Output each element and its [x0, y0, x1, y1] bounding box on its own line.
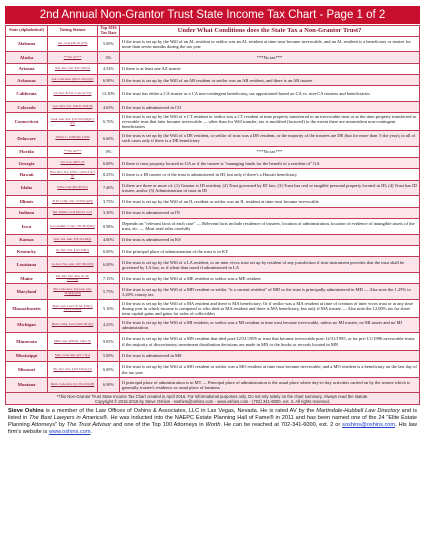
footnote-line-1: *This Non-Grantor Trust State Income Tax Chart created in April 2016. For informational purposes only. Do not rely solely on the chart summary. Always read the statute.: [56, 394, 369, 400]
rate-cell: 0%: [98, 146, 120, 157]
state-cell: Illinois: [6, 196, 48, 207]
state-cell: Georgia: [6, 157, 48, 168]
header-state: State (alphabetical): [6, 26, 48, 37]
bio-text: . He can be reached at 702-341-6000, ext. 2 or: [220, 421, 343, 428]
table-body: [6, 36, 420, 393]
table-row: [6, 257, 420, 273]
rate-cell: 8.98%: [98, 219, 120, 235]
table-header-row: [6, 26, 420, 37]
state-cell: Arkansas: [6, 74, 48, 85]
state-cell: Minnesota: [6, 333, 48, 351]
conditions-cell: If the trust has either a CA trustee or a CA non-contingent beneficiary, tax apportioned based on CA vs. non-CA trustees and beneficiaries: [120, 86, 420, 102]
bio-publication: Martindale-Hubbell Law Directory: [316, 408, 400, 415]
statute-cell: Kan. Stat. Ann. §79-32,109(d): [48, 234, 98, 245]
state-cell: Hawaii: [6, 169, 48, 180]
statute-cell: Haw. Rev. Stat. §235-1; §235-2.3(c)(1): [48, 169, 98, 180]
email-link[interactable]: soshins@oshins.com: [342, 421, 396, 428]
table-row: [6, 86, 420, 102]
conditions-cell: If the trust is set up by the Will of a MA resident and there is MA beneficiary; Or if settlor was a MA resident at time of creation of inter vivos trust or at any time during year in which income is computed or who died as MA resident and there is MA beneficiary, but only if MA trustee — Also note the 12.00% tax for short-term capital gains and gains for sales of collectibles: [120, 300, 420, 318]
table-row: [6, 350, 420, 361]
page-title: 2nd Annual Non-Grantor Trust State Income Tax Chart - Page 1 of 2: [5, 6, 420, 24]
statute-cell: Ariz. Rev. Stat. §43-1301(5): [48, 63, 98, 74]
table-row: [6, 234, 420, 245]
state-cell: Montana: [6, 377, 48, 393]
rate-cell: 5.00%: [98, 350, 120, 361]
rate-cell: 8.25%: [98, 169, 120, 180]
bio-text: and is listed in: [8, 408, 417, 422]
rate-cell: 6.90%: [98, 377, 120, 393]
statute-cell: Md. Code Ann., Tax-Gen. §10-101(k)(1)(iii): [48, 284, 98, 300]
statute-cell: Mich. Comp. Laws §206.18(1)(c): [48, 317, 98, 333]
state-cell: Idaho: [6, 180, 48, 196]
rate-cell: 6.00%: [98, 362, 120, 378]
table-row: [6, 169, 420, 180]
table-row: [6, 157, 420, 168]
table-row: [6, 377, 420, 393]
table-row: [6, 333, 420, 351]
statute-cell: Me. Rev. Stat. Ann. tit. 36, §5102(4): [48, 273, 98, 284]
statute-cell: Mo. Rev. Stat. §143.331(2)-(3): [48, 362, 98, 378]
table-row: [6, 36, 420, 52]
conditions-cell: If the trust is set up by the Will of an AR resident or settlor was an AR resident, and there is an AR trustee: [120, 74, 420, 85]
state-cell: Michigan: [6, 317, 48, 333]
statute-cell: O.C.G.A. §48-7-22: [48, 157, 98, 168]
conditions-cell: Depends on "relevant facts of each case" — Relevant facts include residence of trustees, location of administration, location of evidence of intangible assets of the trust, etc. — Must read rules carefully: [120, 219, 420, 235]
conditions-cell: If the trust is set up by the Will of a MI resident; or settlor was a MI resident at time trust became irrevocable, unless no MI trustee, no MI assets and no MI administration: [120, 317, 420, 333]
rate-cell: 5.10%: [98, 300, 120, 318]
rate-cell: 6.00%: [98, 157, 120, 168]
state-cell: Maryland: [6, 284, 48, 300]
statute-cell: Minn. Stat. §290.01, Subd. 7b: [48, 333, 98, 351]
statute-cell: Ind. Admin. Code §45-3.1-1-12: [48, 207, 98, 218]
table-row: [6, 74, 420, 85]
rate-cell: 6.00%: [98, 257, 120, 273]
table-row: [6, 113, 420, 131]
statute-cell: ***No tax***: [48, 146, 98, 157]
bio-name: Steve Oshins: [8, 408, 44, 415]
state-cell: Indiana: [6, 207, 48, 218]
rate-cell: 4.54%: [98, 63, 120, 74]
header-rate: Top 2016 Tax Rate: [98, 26, 120, 37]
conditions-cell: If there is at least one AZ trustee: [120, 63, 420, 74]
conditions-cell: If the trust is set up by the Will of a ME resident or settlor was a ME resident: [120, 273, 420, 284]
conditions-cell: If there is a HI trustee or if the trust is administered in HI, but only if there's a Hawaii beneficiary: [120, 169, 420, 180]
conditions-cell: If there are three or more of: (1) Grantor is ID resident; (2) Trust governed by ID law; (3) Trust has real or tangible personal property located in ID; (4) Trust has ID trustee; and/or (5) Administration of trust in ID: [120, 180, 420, 196]
conditions-cell: If the trust is set up by the Will of a CT resident or settlor was a CT resident at time property transferred to an irrevocable trust or at the time property transferred to revocable trust that later became irrevocable — other than for Will transfer, tax is modified (factored) to the extent there are nonresident non-contingent beneficiaries: [120, 113, 420, 131]
state-cell: Alabama: [6, 36, 48, 52]
footnote: [5, 393, 420, 405]
table-row: [6, 284, 420, 300]
conditions-cell: If the trust is set up by the Will of a MD resident or settlor "is a current resident" of MD or the trust is principally administered in MD — Also note the 1.25% to 3.20% county tax: [120, 284, 420, 300]
rate-cell: 5.75%: [98, 284, 120, 300]
table-row: [6, 300, 420, 318]
state-cell: Kentucky: [6, 246, 48, 257]
state-cell: Delaware: [6, 130, 48, 146]
conditions-cell: If the trust is set up by the Will of a MO resident or settlor was a MO resident at time trust became irrevocable, and a MO resident is a beneficiary on the last day of the tax year: [120, 362, 420, 378]
rate-cell: 7.15%: [98, 273, 120, 284]
statute-cell: Ark. Code Ann. §26-51-201(a)(2): [48, 74, 98, 85]
statute-cell: Cal. Rev. & Tax. Code §17742: [48, 86, 98, 102]
conditions-cell: If the trust is set up by the Will of an AL resident or settlor was an AL resident at time trust became irrevocable, and an AL resident is a beneficiary or trustee for more than seven months during the tax year: [120, 36, 420, 52]
bio-text: .: [90, 428, 93, 435]
table-row: [6, 63, 420, 74]
rate-cell: 4.60%: [98, 234, 120, 245]
table-row: [6, 317, 420, 333]
table-row: [6, 130, 420, 146]
rate-cell: 6.60%: [98, 130, 120, 146]
statute-cell: La. Rev. Stat. Ann. §47:300.10(3): [48, 257, 98, 273]
table-row: [6, 273, 420, 284]
rate-cell: 9.85%: [98, 333, 120, 351]
state-cell: Missouri: [6, 362, 48, 378]
bio-publication: Worth: [205, 421, 221, 428]
table-row: [6, 52, 420, 63]
statute-cell: Iowa Admin. Code r. 701-89.3(422): [48, 219, 98, 235]
statute-cell: Idaho Code §63-3015(2): [48, 180, 98, 196]
table-row: [6, 101, 420, 112]
rate-cell: 3.75%: [98, 196, 120, 207]
conditions-cell: If the trust is administered in CO: [120, 101, 420, 112]
header-conditions: Under What Conditions does the State Tax a Non-Grantor Trust?: [120, 26, 420, 37]
header-statute: Taxing Statute: [48, 26, 98, 37]
bio-text: is a member of the Law Offices of Oshins & Associates, LLC in Las Vegas, Nevada. He is rated AV by the: [43, 408, 317, 415]
rate-cell: 4.63%: [98, 101, 120, 112]
website-link[interactable]: www.oshins.com: [48, 428, 91, 435]
rate-cell: 5.00%: [98, 36, 120, 52]
conditions-cell: ***No tax***: [120, 52, 420, 63]
bio-text: . His law firm's website is: [8, 421, 417, 435]
conditions-cell: If the trust is set up by the Will of an IL resident or settlor was an IL resident at time trust became irrevocable: [120, 196, 420, 207]
conditions-cell: If the trust is administered in KS: [120, 234, 420, 245]
state-cell: Louisiana: [6, 257, 48, 273]
conditions-cell: If the trust is administered in IN: [120, 207, 420, 218]
bio-text: . He was inducted into the NAEPC Estate Planning Hall of Fame® in 2011 and has been named one of the 24 "Elite Estate Planning Attorneys" by: [8, 415, 417, 428]
state-cell: Florida: [6, 146, 48, 157]
statute-cell: Conn. Gen. Stat. §12-701(a)(4)(C)-(D): [48, 113, 98, 131]
state-cell: Arizona: [6, 63, 48, 74]
state-cell: Colorado: [6, 101, 48, 112]
conditions-cell: If the trust is administered in MS: [120, 350, 420, 361]
statute-cell: Ala. Code §40-18-1(33): [48, 36, 98, 52]
conditions-cell: If the principal place of administration of the trust is in KY: [120, 246, 420, 257]
statute-cell: Mont. Code Ann. §15-30-2101(28): [48, 377, 98, 393]
table-row: [6, 246, 420, 257]
rate-cell: 13.30%: [98, 86, 120, 102]
state-cell: Massachusetts: [6, 300, 48, 318]
rate-cell: 0%: [98, 52, 120, 63]
state-cell: Connecticut: [6, 113, 48, 131]
conditions-cell: If the trust is set up by the Will of a LA resident, or an inter vivos trust set up by resident of any jurisdiction if trust instrument provides that the trust shall be governed by LA law, or if silent than taxed if administered in LA: [120, 257, 420, 273]
footnote-line-2: Copyright © 2015-2016 by Steve Oshins - soshins@oshins.com - www.oshins.com - (702) 341-6000, ext. 2. All rights reserved.: [95, 399, 330, 405]
rate-cell: 4.25%: [98, 317, 120, 333]
tax-chart-table: [5, 25, 420, 393]
table-row: [6, 196, 420, 207]
state-cell: Alaska: [6, 52, 48, 63]
conditions-cell: ***No tax***: [120, 146, 420, 157]
statute-cell: ***No tax***: [48, 52, 98, 63]
conditions-cell: If the trust is set up by the Will of a DE resident, or settlor of trust was a DE resident, or the majority of the trustees are DE (but for more than ½ the year); in all of such cases only if there is a DE beneficiary: [120, 130, 420, 146]
statute-cell: Miss. Code Ann. §27-7-5(1): [48, 350, 98, 361]
table-row: [6, 219, 420, 235]
rate-cell: 3.30%: [98, 207, 120, 218]
statute-cell: 35 Ill. Comp. Stat. 5/1501(a)(20): [48, 196, 98, 207]
conditions-cell: If the trust is set up by the Will of a MN resident that died post-12/31/1995 or trust that became irrevocable post-12/31/1995, or for pre-1/1/1996 irrevocable trusts if the majority of discretionary investment distribution decisions are made in MN or the books or records located in MN: [120, 333, 420, 351]
statute-cell: Mass. Gen. Laws ch. 62, §10(c); Priory Charity: [48, 300, 98, 318]
table-row: [6, 146, 420, 157]
state-cell: Iowa: [6, 219, 48, 235]
conditions-cell: If principal place of administration is in MT — Principal place of administration is the usual place where day-to-day activities carried on by the trustee which is generally trustee's residence or usual place of business: [120, 377, 420, 393]
bio-publication: The Trust Advisor: [66, 421, 112, 428]
state-cell: Mississippi: [6, 350, 48, 361]
table-row: [6, 180, 420, 196]
rate-cell: 7.40%: [98, 180, 120, 196]
state-cell: California: [6, 86, 48, 102]
bio-text: and one of the Top 100 Attorneys in: [111, 421, 206, 428]
rate-cell: 6.90%: [98, 74, 120, 85]
author-bio: [5, 405, 420, 435]
statute-cell: Ky. Rev. Stat. §141.030(1): [48, 246, 98, 257]
rate-cell: 6.70%: [98, 113, 120, 131]
state-cell: Maine: [6, 273, 48, 284]
bio-publication: The Best Lawyers in America®: [29, 415, 108, 422]
state-cell: Kansas: [6, 234, 48, 245]
statute-cell: 30 Del. C. §1601(8); §1636: [48, 130, 98, 146]
rate-cell: 6.00%: [98, 246, 120, 257]
table-row: [6, 362, 420, 378]
statute-cell: Colo. Rev. Stat. §39-22-103(10): [48, 101, 98, 112]
conditions-cell: If there is trust property located in GA or if the trustee is "managing funds for the benefit of a resident of" GA: [120, 157, 420, 168]
table-row: [6, 207, 420, 218]
